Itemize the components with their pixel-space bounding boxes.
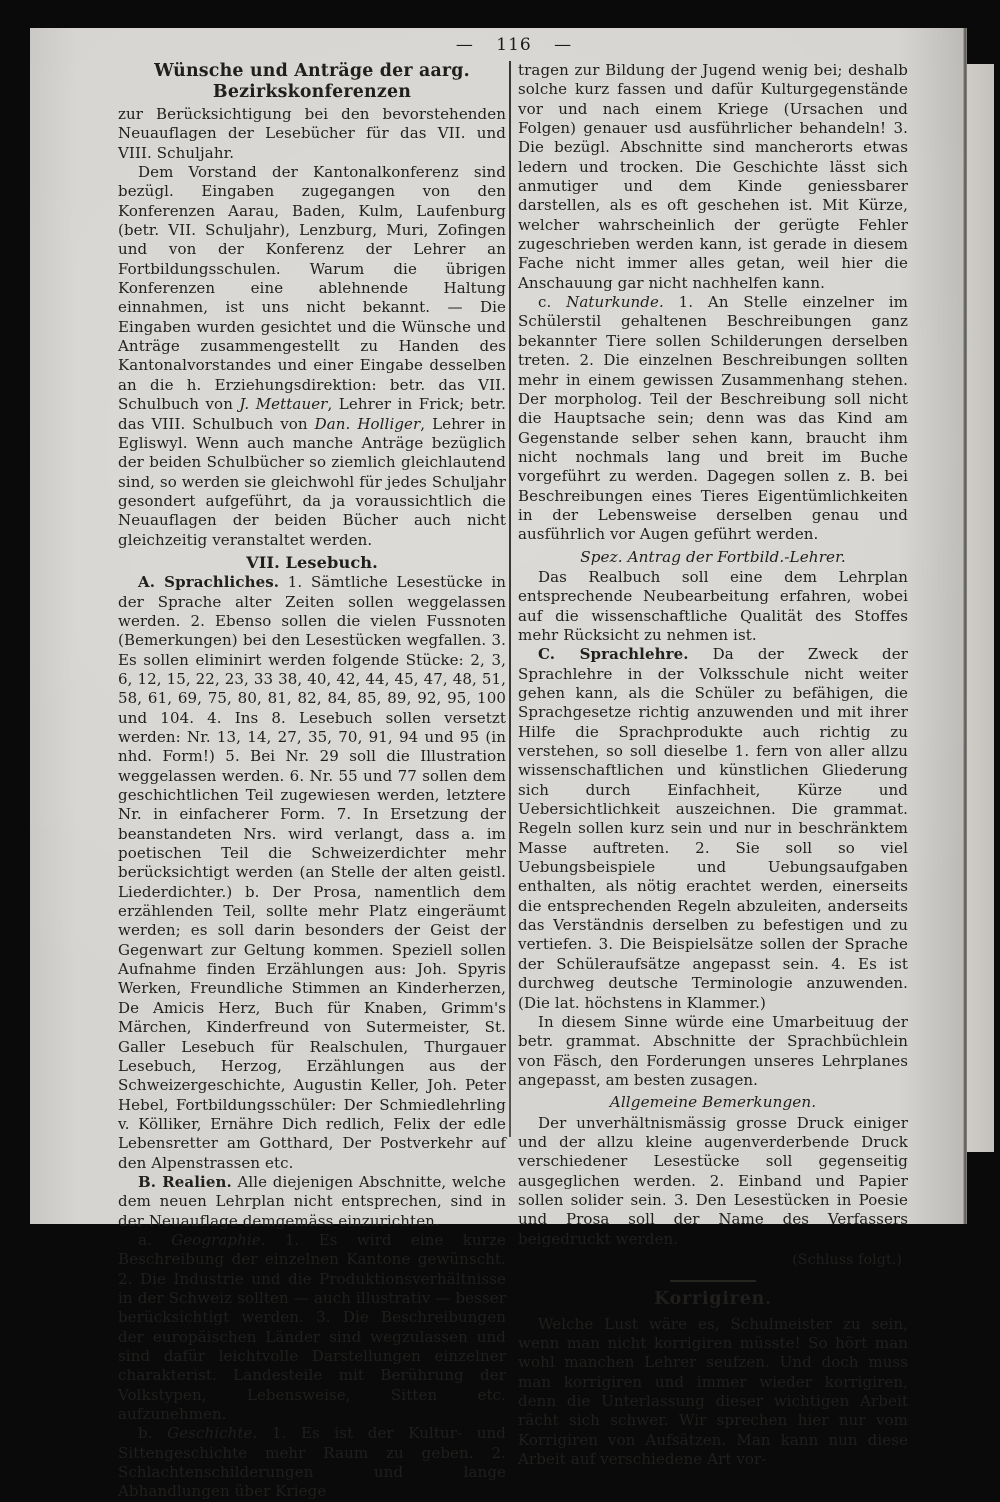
text-run: Geographie. [171, 1230, 266, 1249]
paragraph [118, 1424, 506, 1501]
article-title [118, 61, 506, 103]
paragraph [118, 163, 506, 550]
text-run: tragen zur Bildung der Jugend wenig bei; deshalb solche kurz fassen und dafür Kulturgegenstände vor und nach einem Kriege (Ursachen und Folgen) genauer usd ausführlicher behandeln! 3. Die bezügl. Abschnitte sind mancherorts etwas ledern und trocken. Die Geschichte lässt sich anmutiger und dem Kinde geniessbarer darstellen, als es oft geschehen ist. Mit Kürze, welcher wahrscheinlich der gerügte Fehler zugeschrieben werden kann, ist gerade in diesem Fache nicht immer alles getan, weil hier die Anschauung gar nicht nachhelfen kann. [518, 61, 908, 292]
text-run: B. Realien. [138, 1172, 232, 1191]
text-run: Allgemeine Bemerkungen. [609, 1093, 817, 1112]
section-heading [118, 553, 506, 572]
paragraph [518, 293, 908, 544]
adjacent-page-edge [967, 64, 994, 1152]
paragraph [518, 568, 908, 645]
left-column [118, 61, 506, 1502]
text-run: , Lehrer in Frick; betr. das VIII. Schulbuch von [118, 395, 506, 433]
text-run: zur Berücksichtigung bei den bevorstehenden Neuauflagen der Lesebücher für das VII. und VIII. Schuljahr. [118, 105, 506, 162]
text-run: Geschichte. [167, 1424, 258, 1443]
text-run: , Lehrer in Egliswyl. Wenn auch manche Anträge bezüglich der beiden Schulbücher so ziemlich gleichlautend sind, so werden sie gleichwohl für jedes Schuljahr gesondert aufgeführt, da ja voraussichtlich die Neuauflagen der beiden Bücher auch nicht gleichzeitig veranstaltet werden. [118, 414, 506, 549]
paragraph [518, 61, 908, 293]
text-run: 1. An Stelle einzelner im Schülerstil gehaltenen Beschreibungen ganz bekannter Tiere sollen Schilderungen derselben treten. 2. Die einzelnen Beschreibungen sollten mehr in einem gewissen Zusammenhang stehen. Der morpholog. Teil der Beschreibung soll nicht die Hauptsache sein; denn was das Kind am Gegenstande selber sehen kann, braucht ihm nicht nochmals lang und breit im Buche vorgeführt zu werden. Dagegen sollen z. B. bei Beschreibungen eines Tieres Eigentümlichkeiten in der Lebensweise derselben genau und ausführlich vor Augen geführt werden. [518, 293, 908, 544]
text-run: Welche Lust wäre es, Schulmeister zu sein, wenn man nicht korrigiren müsste! So hört man wohl manchen Lehrer seufzen. Und doch muss man korrigiren und immer wieder korrigiren, denn die Unterlassung dieser wichtigen Arbeit rächt sich schwer. Wir sprechen hier nur vom Korrigiren von Aufsätzen. Man kann nun diese Arbeit auf verschiedene Art vor- [518, 1314, 908, 1469]
text-run: Korrigiren. [654, 1289, 772, 1310]
text-run: Da der Zweck der Sprachlehre in der Volksschule nicht weiter gehen kann, als die Schüler zu befähigen, die Sprachgesetze richtig anzuwenden und mit ihrer Hilfe die Sprachprodukte auch richtig zu verstehen, so soll dieselbe 1. fern von aller allzu wissenschaftlichen und künstlichen Gliederung sich durch Einfachheit, Kürze und Uebersichtlichkeit auszeichnen. Die grammat. Regeln sollen kurz sein und nur in beschränktem Masse auftreten. 2. Sie soll so viel Uebungsbeispiele und Uebungsaufgaben enthalten, als nötig erachtet werden, einerseits die entsprechenden Regeln abzuleiten, anderseits das Verständnis derselben zu befestigen und zu vertiefen. 3. Die Beispielsätze sollen der Sprache der Schüleraufsätze angepasst sein. 4. Es ist durchweg deutsche Terminologie anzuwenden. (Die lat. höchstens in Klammer.) [518, 645, 909, 1012]
article-heading [518, 1290, 908, 1309]
paragraph [118, 1231, 506, 1424]
text-run: Dan. Holliger [314, 414, 421, 433]
text-run: In diesem Sinne würde eine Umarbeituug der betr. grammat. Abschnitte der Sprachbüchlein von Fäsch, den Forderungen unseres Lehrplanes angepasst, am besten zusagen. [518, 1012, 908, 1089]
text-run: Dem Vorstand der Kantonalkonferenz sind bezügl. Eingaben zugegangen von den Konferenzen Aarau, Baden, Kulm, Laufenburg (betr. VII. Schuljahr), Lenzburg, Muri, Zofingen und von der Konferenz der Lehrer an Fortbildungsschulen. Warum die übrigen Konferenzen eine ablehnende Haltung einnahmen, ist uns nicht bekannt. — Die Eingaben wurden gesichtet und die Wünsche und Anträge zusammengestellt zu Handen des Kantonalvorstandes und einer Eingabe desselben an die h. Erziehungsdirektion: betr. das VII. Schulbuch von [118, 163, 506, 414]
paragraph [118, 105, 506, 163]
text-run: J. Mettauer [239, 395, 328, 414]
text-run: Das Realbuch soll eine dem Lehrplan entsprechende Neubearbeitung erfahren, wobei auf die wissenschaftliche Qualität des Stoffes mehr Rücksicht zu nehmen ist. [518, 567, 908, 644]
text-run: VII. Lesebuch. [246, 552, 378, 572]
paragraph [118, 573, 506, 1173]
text-run: A. Sprachliches. [138, 573, 280, 592]
paragraph [118, 1173, 506, 1231]
text-run: C. Sprachlehre. [538, 645, 689, 664]
paragraph [518, 645, 908, 1013]
text-run: (Schluss folgt.) [792, 1251, 902, 1268]
text-run: 1. Es ist der Kultur- und Sittengeschichte mehr Raum zu geben. 2. Schlachtenschilderungen und lange Abhandlungen über Kriege [118, 1424, 506, 1501]
text-run: Spez. Antrag der Fortbild.-Lehrer. [580, 547, 846, 566]
right-column [518, 61, 908, 1469]
subsection-heading [518, 548, 908, 567]
text-run: Alle diejenigen Abschnitte, welche dem neuen Lehrplan nicht entsprechen, sind in der Neuauflage demgemäss einzurichten. [118, 1172, 506, 1230]
column-divider-rule [509, 61, 511, 1137]
text-run: a. [138, 1230, 172, 1249]
text-run: Wünsche und Anträge der aarg. Bezirkskonferenzen [154, 61, 470, 102]
paragraph [518, 1114, 908, 1249]
text-run: 1. Sämtliche Lesestücke in der Sprache alter Zeiten sollen weggelassen werden. 2. Ebenso sollen die vielen Fussnoten (Bemerkungen) bei den Lesestücken wegfallen. 3. Es sollen eliminirt werden folgende Stücke: 2, 3, 6, 12, 15, 22, 23, 33 38, 40, 42, 44, 45, 47, 48, 51, 58, 61, 69, 75, 80, 81, 82, 84, 85, 89, 92, 95, 100 und 104. 4. Ins 8. Lesebuch sollen versetzt werden: Nr. 13, 14, 27, 35, 70, 91, 94 und 95 (in nhd. Form!) 5. Bei Nr. 29 soll die Illustration weggelassen werden. 6. Nr. 55 und 77 sollen dem geschichtlichen Teil zugewiesen werden, letztere Nr. in einfacherer Form. 7. In Ersetzung der beanstandeten Nrs. wird verlangt, dass a. im poetischen Teil die Schweizerdichter mehr berücksichtigt werden (an Stelle der alten geistl. Liederdichter.) b. Der Prosa, namentlich dem erzählenden Teil, sollte mehr Platz eingeräumt werden; es soll darin besonders der Geist der Gegenwart zur Geltung kommen. Speziell sollen Aufnahme finden Erzählungen aus: Joh. Spyris Werken, Freundliche Stimmen an Kinderherzen, De Amicis Herz, Buch für Knaben, Grimm's Märchen, Kinderfreund von Sutermeister, St. Galler Lesebuch für Realschulen, Thurgauer Lesebuch, Herzog, Erzählungen aus der Schweizergeschichte, Augustin Keller, Joh. Peter Hebel, Fortbildungsschüler: Der Schmiedlehrling v. Kölliker, Ernähre Dich redlich, Felix der edle Lebensretter am Gotthard, Der Postverkehr auf den Alpenstrassen etc. [118, 573, 506, 1172]
text-run: Naturkunde. [566, 293, 664, 312]
text-run: Der unverhältnismässig grosse Druck einiger und der allzu kleine augenverderbende Druck verschiedener Lesestücke soll gegenseitig ausgeglichen werden. 2. Einband und Papier sollen solider sein. 3. Den Lesestücken in Poesie und Prosa soll der Name des Verfassers beigedruckt werden. [518, 1113, 908, 1248]
paragraph [518, 1315, 908, 1470]
text-run: b. [138, 1424, 168, 1443]
text-run: c. [538, 293, 567, 312]
separator-rule [670, 1280, 756, 1282]
subsection-heading [518, 1093, 908, 1112]
paragraph [518, 1013, 908, 1090]
document-page [30, 28, 963, 1501]
continuation-note [518, 1251, 908, 1270]
page-number: — 116 — [455, 35, 573, 55]
text-run: 1. Es wird eine kurze Beschreibung der einzelnen Kantone gewünscht. 2. Die Industrie und die Produktionsverhältnisse in der Schweiz sollten — auch illustrativ — besser berücksichtigt werden. 3. Die Beschreibungen der europäischen Länder sind wegzulassen und sind dafür leichtvolle Darstellungen einzelner charakterist. Landesteile mit Berührung der Volkstypen, Lebensweise, Sitten etc. aufzunehmen. [118, 1230, 507, 1424]
